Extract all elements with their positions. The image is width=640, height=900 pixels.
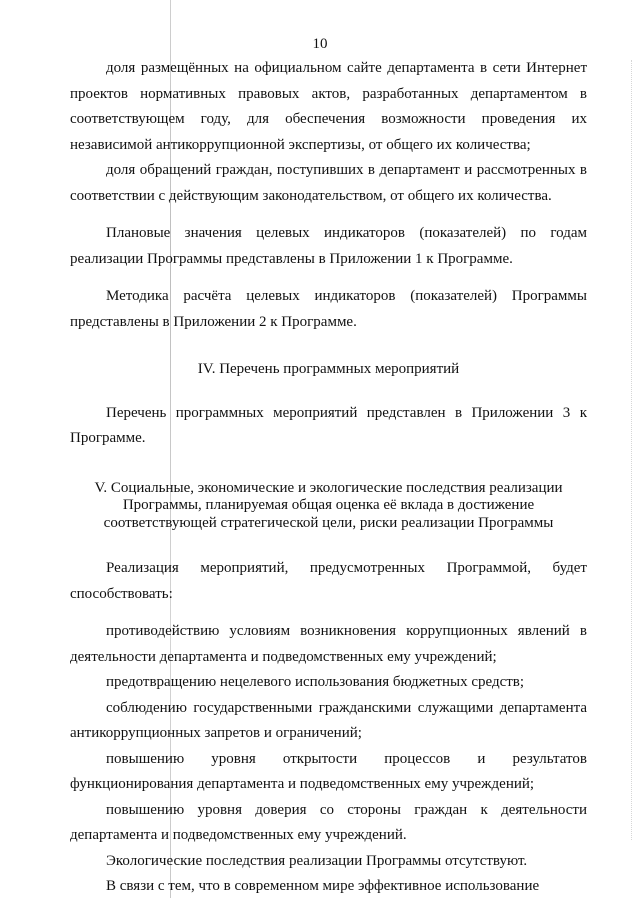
paragraph: повышению уровня открытости процессов и результатов функционирования департамента и подведомственных ему учреждений; bbox=[70, 750, 587, 792]
section-5-heading-line: Программы, планируемая общая оценка её вклада в достижение bbox=[122, 497, 535, 513]
paragraph: противодействию условиям возникновения коррупционных явлений в деятельности департамента и подведомственных ему учреждений; bbox=[70, 623, 587, 665]
paragraph: предотвращению нецелевого использования бюджетных средств; bbox=[106, 674, 525, 690]
section-4-heading: IV. Перечень программных мероприятий bbox=[197, 361, 460, 377]
page-number: 10 bbox=[312, 36, 328, 52]
paragraph: Плановые значения целевых индикаторов (показателей) по годам реализации Программы представлены в Приложении 1 к Программе. bbox=[70, 225, 587, 267]
scan-edge-artifact bbox=[630, 60, 632, 840]
paragraph: доля размещённых на официальном сайте департамента в сети Интернет проектов нормативных правовых актов, разработанных департаментом в соответствующем году, для обеспечения возможности проведения их независимой антикоррупционной экспертизы, от общего их количества; bbox=[70, 60, 587, 153]
section-5-heading bbox=[70, 480, 587, 533]
paragraph: Методика расчёта целевых индикаторов (показателей) Программы представлены в Приложении 2 к Программе. bbox=[70, 288, 587, 330]
paragraph: доля обращений граждан, поступивших в департамент и рассмотренных в соответствии с действующим законодательством, от общего их количества. bbox=[70, 162, 587, 204]
paragraph: Экологические последствия реализации Программы отсутствуют. bbox=[106, 852, 528, 869]
paragraph: Реализация мероприятий, предусмотренных Программой, будет способствовать: bbox=[70, 560, 587, 602]
paragraph: Перечень программных мероприятий представлен в Приложении 3 к Программе. bbox=[70, 404, 587, 446]
paragraph: В связи с тем, что в современном мире эффективное использование bbox=[106, 878, 540, 894]
section-5-heading-line: V. Социальные, экономические и экологические последствия реализации bbox=[94, 479, 563, 496]
paragraph: повышению уровня доверия со стороны граждан к деятельности департамента и подведомственных ему учреждений. bbox=[70, 801, 587, 843]
paragraph: соблюдению государственными гражданскими служащими департамента антикоррупционных запретов и ограничений; bbox=[70, 699, 587, 741]
document-body bbox=[70, 56, 587, 900]
section-5-heading-line: соответствующей стратегической цели, риски реализации Программы bbox=[103, 514, 554, 531]
